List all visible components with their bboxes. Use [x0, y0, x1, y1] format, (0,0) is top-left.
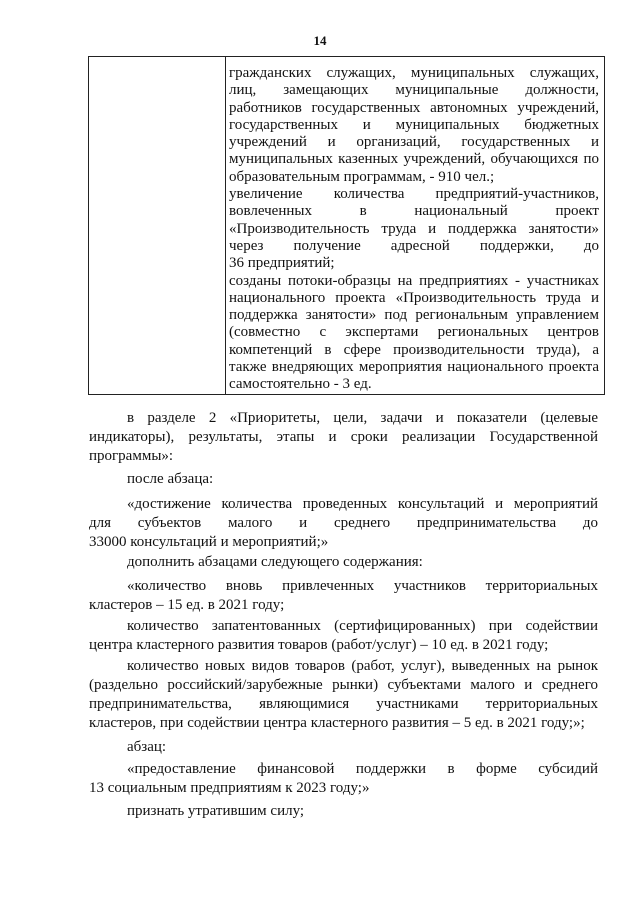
paragraph-line: количество новых видов товаров (работ, услуг), выведенных на рынок [127, 658, 598, 674]
quoted-paragraph [89, 495, 598, 552]
table-line: (совместно с экспертами региональных центров [229, 324, 599, 341]
table-line: вовлеченных в национальный проект [229, 203, 599, 220]
table-line: созданы потоки-образцы на предприятиях - участниках [229, 272, 599, 289]
supplement-instruction [89, 553, 598, 572]
table-line: компетенций в сфере производительности труда), а [229, 341, 599, 358]
paragraph-line: дополнить абзацами следующего содержания: [127, 554, 423, 570]
new-paragraph-1 [89, 577, 598, 615]
paragraph-line: количество запатентованных (сертифицированных) при содействии [127, 618, 598, 634]
table-line: муниципальных казенных учреждений, обучающихся по [229, 151, 599, 168]
financial-support-paragraph [89, 760, 598, 798]
page-number: 14 [313, 33, 327, 48]
table-empty-cell [89, 57, 226, 394]
table-line: «Производительность труда и поддержка занятости» [229, 220, 599, 237]
table-line: самостоятельно - 3 ед. [229, 376, 372, 393]
paragraph-line: 13 социальным предприятиям к 2023 году;» [89, 780, 370, 796]
table-line: поддержка занятости» под региональным управлением [229, 307, 599, 324]
paragraph-line: (раздельно российский/зарубежные рынки) субъектами малого и среднего [89, 677, 598, 693]
table-line: работников государственных автономных учреждений, [229, 99, 599, 116]
section-intro-paragraph [89, 409, 598, 466]
table-line: учреждений и организаций, государственных и [229, 134, 599, 151]
paragraph-line: центра кластерного развития товаров (работ/услуг) – 10 ед. в 2021 году; [89, 637, 549, 653]
document-table [88, 56, 605, 395]
table-line: государственных и муниципальных бюджетных [229, 116, 599, 133]
table-line: образовательным программам, - 910 чел.; [229, 168, 495, 185]
table-line: лиц, замещающих муниципальные должности, [229, 82, 599, 99]
paragraph-label [89, 738, 598, 757]
after-paragraph-instruction [89, 470, 598, 489]
paragraph-line: абзац: [127, 739, 167, 755]
paragraph-line: для субъектов малого и среднего предпринимательства до [89, 515, 598, 531]
table-line: национального проекта «Производительность труда и [229, 289, 599, 306]
paragraph-line: программы»: [89, 448, 174, 464]
paragraph-line: признать утратившим силу; [127, 803, 305, 819]
paragraph-line: кластеров – 15 ед. в 2021 году; [89, 597, 285, 613]
table-line: увеличение количества предприятий-участников, [229, 186, 599, 203]
table-line: 36 предприятий; [229, 255, 335, 272]
paragraph-line: кластеров, при содействии центра кластерного развития – 5 ед. в 2021 году;»; [89, 715, 585, 731]
new-paragraph-2 [89, 617, 598, 655]
table-line: также внедряющих мероприятия национального проекта [229, 359, 599, 376]
paragraph-line: предпринимательства, являющимися участниками территориальных [89, 696, 598, 712]
new-paragraph-3 [89, 657, 598, 733]
paragraph-line: в разделе 2 «Приоритеты, цели, задачи и показатели (целевые [127, 410, 598, 426]
table-line: гражданских служащих, муниципальных служащих, [229, 65, 599, 81]
paragraph-line: «количество вновь привлеченных участников территориальных [127, 578, 598, 594]
paragraph-line: индикаторы), результаты, этапы и сроки реализации Государственной [89, 429, 598, 445]
table-text-cell [229, 65, 599, 394]
paragraph-line: «предоставление финансовой поддержки в форме субсидий [127, 761, 598, 777]
paragraph-line: 33000 консультаций и мероприятий;» [89, 534, 329, 550]
repeal-instruction [89, 802, 598, 821]
paragraph-line: «достижение количества проведенных консультаций и мероприятий [127, 496, 598, 512]
table-line: через получение адресной поддержки, до [229, 237, 599, 254]
paragraph-line: после абзаца: [127, 471, 214, 487]
